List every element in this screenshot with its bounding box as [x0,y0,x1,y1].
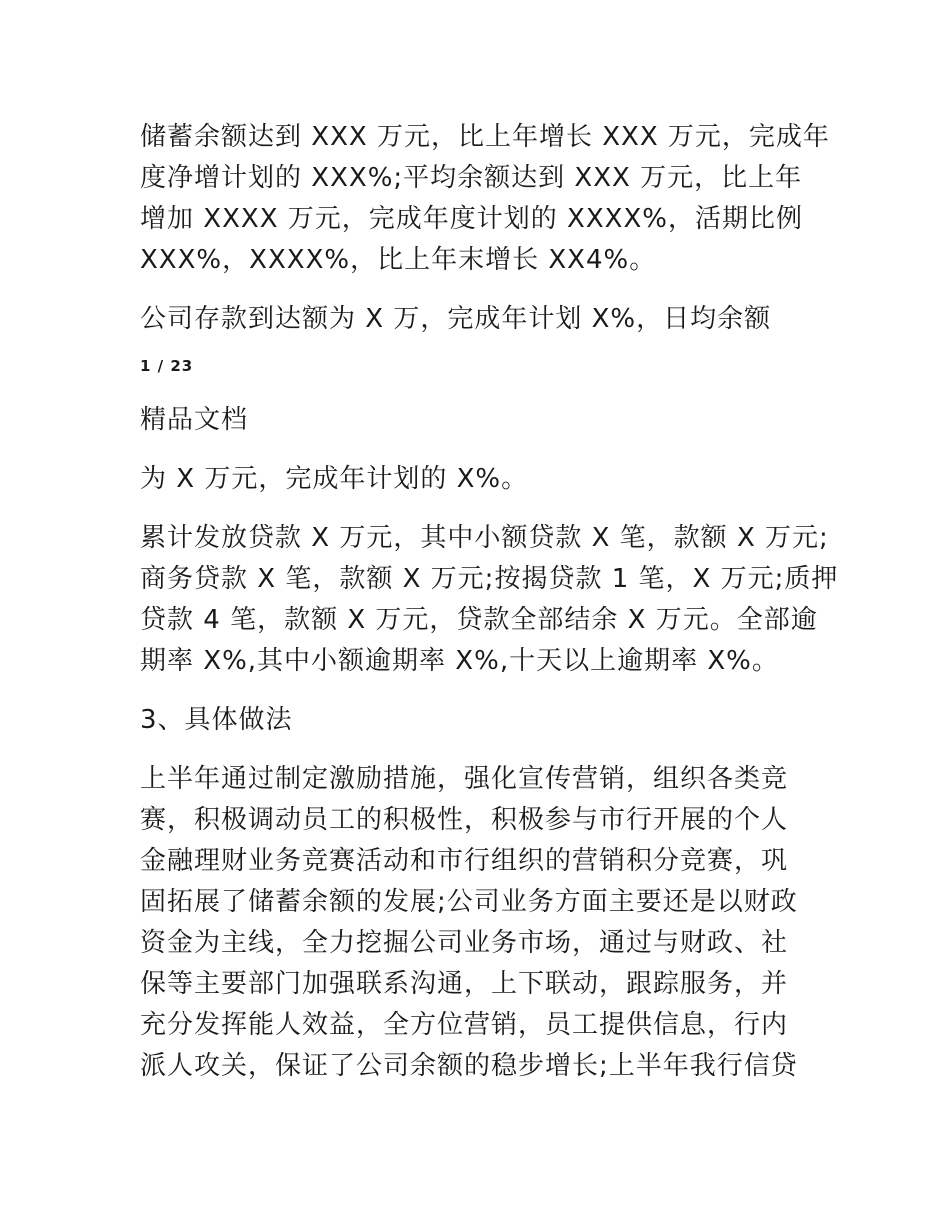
text-line: 保等主要部门加强联系沟通，上下联动，跟踪服务，并 [140,969,789,999]
paragraph-corporate-deposits [140,299,830,340]
text-line: 资金为主线，全力挖掘公司业务市场，通过与财政、社 [140,928,789,958]
text-line: 派人攻关，保证了公司余额的稳步增长;上半年我行信贷 [140,1051,798,1081]
text-line: 上半年通过制定激励措施，强化宣传营销，组织各类竞 [140,764,789,794]
text-line: 储蓄余额达到 XXX 万元，比上年增长 XXX 万元，完成年 [140,122,830,152]
section-heading [140,700,830,741]
paragraph-savings [140,117,830,281]
text-line: 累计发放贷款 X 万元，其中小额贷款 X 笔，款额 X 万元; [140,523,829,553]
text-line: 金融理财业务竞赛活动和市行组织的营销积分竞赛，巩 [140,846,789,876]
text-line: 充分发挥能人效益，全方位营销，员工提供信息，行内 [140,1010,789,1040]
text-line: XXX%，XXXX%，比上年末增长 XX4%。 [140,245,657,275]
text-line: 固拓展了储蓄余额的发展;公司业务方面主要还是以财政 [140,887,798,917]
paragraph-methods [140,759,830,1087]
text-line: 增加 XXXX 万元，完成年度计划的 XXXX%，活期比例 [140,204,803,234]
text-line: 精品文档 [140,405,249,435]
paragraph-loans [140,518,839,682]
text-line: 商务贷款 X 笔，款额 X 万元;按揭贷款 1 笔，X 万元;质押 [140,564,839,594]
paragraph-continued [140,459,830,500]
text-line: 3、具体做法 [140,705,293,735]
text-line: 贷款 4 笔，款额 X 万元，贷款全部结余 X 万元。全部逾 [140,605,818,635]
header-label [140,400,830,441]
text-line: 公司存款到达额为 X 万，完成年计划 X%，日均余额 [140,304,772,334]
text-line: 度净增计划的 XXX%;平均余额达到 XXX 万元，比上年 [140,163,803,193]
text-line: 赛，积极调动员工的积极性，积极参与市行开展的个人 [140,805,789,835]
text-line: 期率 X%,其中小额逾期率 X%,十天以上逾期率 X%。 [140,646,779,676]
text-line: 为 X 万元，完成年计划的 X%。 [140,464,529,494]
page-number: 1 / 23 [140,357,194,375]
